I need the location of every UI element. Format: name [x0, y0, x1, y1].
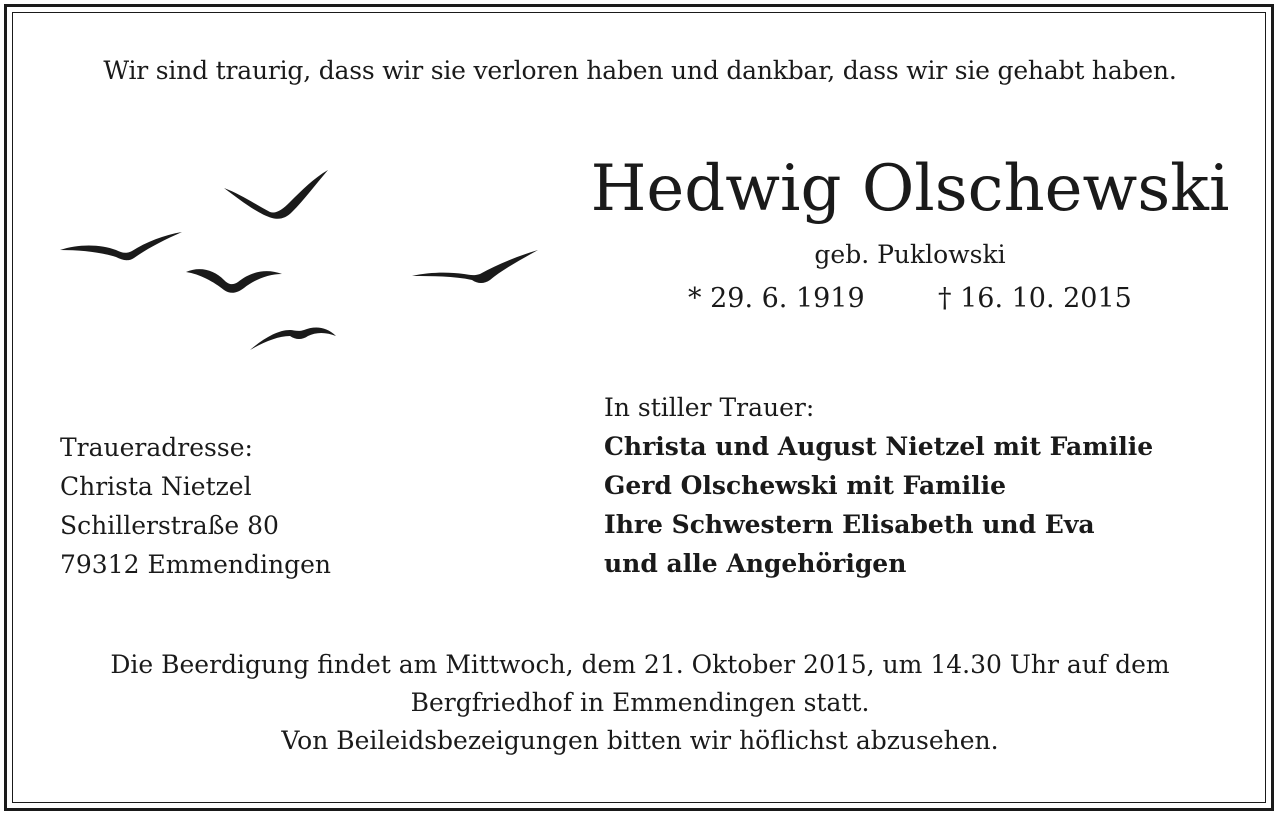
birth-date: * 29. 6. 1919 — [688, 283, 865, 314]
mourner-line: Christa und August Nietzel mit Familie — [604, 432, 1154, 461]
mourner-line: und alle Angehörigen — [604, 549, 907, 578]
bird-icon — [224, 170, 328, 219]
mourner-line: Ihre Schwestern Elisabeth und Eva — [604, 510, 1095, 539]
address-heading: Traueradresse: — [60, 433, 253, 462]
funeral-line: Bergfriedhof in Emmendingen statt. — [410, 688, 870, 717]
funeral-line: Von Beileidsbezeigungen bitten wir höflichst abzusehen. — [281, 726, 999, 755]
deceased-name: Hedwig Olschewski — [590, 152, 1230, 226]
funeral-line: Die Beerdigung findet am Mittwoch, dem 21. Oktober 2015, um 14.30 Uhr auf dem — [110, 650, 1170, 679]
mourner-line: Gerd Olschewski mit Familie — [604, 471, 1007, 500]
bird-icon — [412, 250, 538, 283]
funeral-notice — [0, 646, 1280, 760]
maiden-name: geb. Puklowski — [814, 240, 1006, 269]
death-date: † 16. 10. 2015 — [938, 283, 1132, 314]
mourning-heading: In stiller Trauer: — [604, 393, 815, 422]
mourning-block — [604, 388, 1153, 583]
bird-icon — [186, 269, 282, 293]
motto-text: Wir sind traurig, dass wir sie verloren haben und dankbar, dass wir sie gehabt haben. — [103, 56, 1177, 85]
bird-icon — [60, 232, 182, 260]
mourning-address — [60, 428, 331, 584]
mourners-list — [604, 427, 1153, 583]
bird-icon — [250, 328, 336, 350]
address-line: Christa Nietzel — [60, 472, 252, 501]
address-line: 79312 Emmendingen — [60, 550, 332, 579]
seagulls-illustration — [50, 160, 550, 360]
address-line: Schillerstraße 80 — [60, 511, 279, 540]
